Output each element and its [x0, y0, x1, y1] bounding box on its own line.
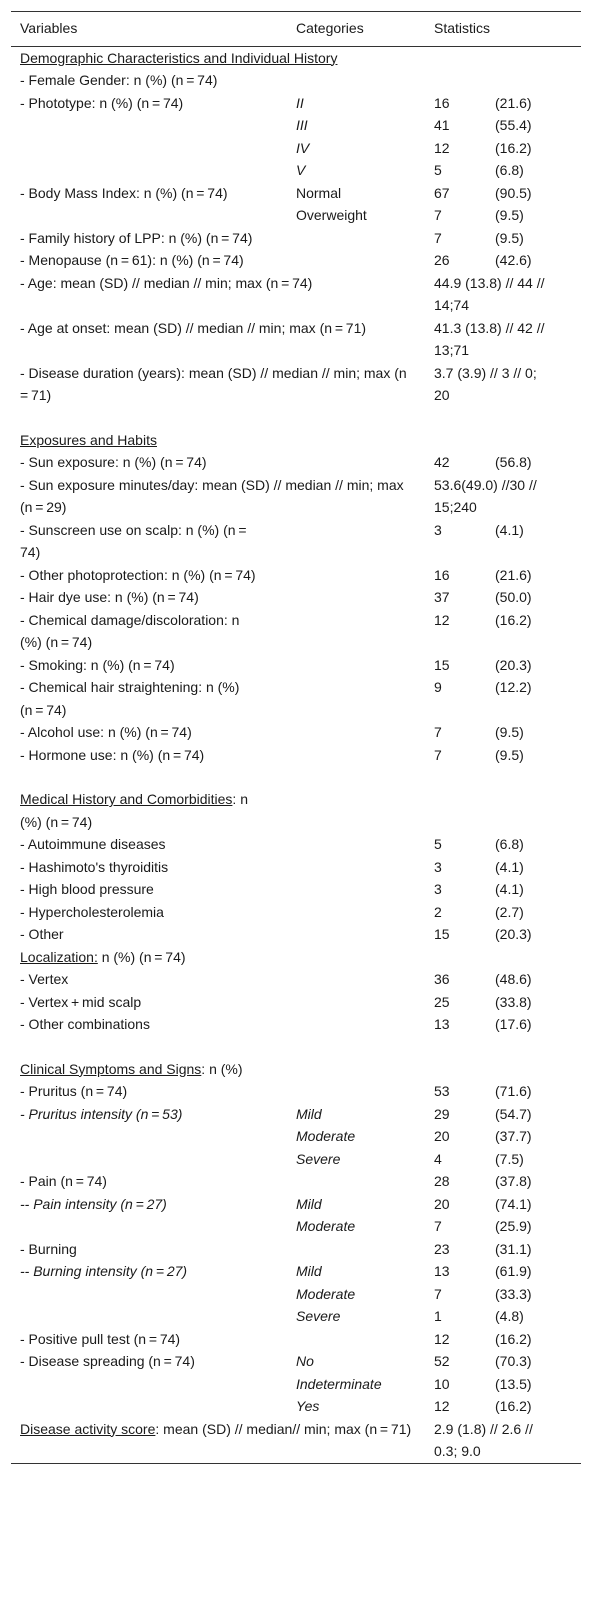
category-cell: Normal — [296, 184, 342, 201]
variable-cell: - Vertex + mid scalp — [20, 993, 142, 1010]
table-row — [11, 654, 581, 677]
table-row — [11, 1125, 581, 1148]
spacer-cell — [11, 407, 581, 429]
variable-cell: - Hormone use: n (%) (n = 74) — [20, 746, 205, 763]
percent-cell: (54.7) — [495, 1105, 532, 1122]
variable-cell — [11, 1395, 296, 1418]
count-cell: 7 — [434, 1285, 442, 1302]
variable-cell: - Chemical damage/discoloration: n (%) (n = 74) — [20, 611, 240, 650]
stat-summary: 53.6(49.0) //30 // 15;240 — [434, 476, 537, 515]
table-row — [11, 362, 581, 407]
variable-cell — [11, 1283, 296, 1306]
table-row — [11, 1013, 581, 1036]
category-cell — [296, 833, 434, 856]
count-cell: 26 — [434, 252, 450, 268]
percent-cell: (4.1) — [495, 881, 524, 897]
category-cell: Yes — [296, 1398, 320, 1414]
spacer-row — [11, 407, 581, 429]
variable-cell — [11, 114, 296, 137]
count-cell: 3 — [434, 521, 442, 538]
section-cell — [11, 46, 581, 69]
table-row — [11, 1238, 581, 1261]
count-cell: 67 — [434, 184, 450, 201]
count-cell: 52 — [434, 1353, 450, 1369]
spacer-row — [11, 766, 581, 788]
category-cell — [296, 1013, 434, 1036]
variable-cell — [11, 204, 296, 227]
variable-cell: - Pruritus (n = 74) — [20, 1083, 128, 1099]
empty-cell — [434, 1058, 495, 1081]
count-cell: 9 — [434, 679, 442, 695]
count-cell: 7 — [434, 724, 442, 740]
variable-cell: - Age at onset: mean (SD) // median // min; max (n = 71) — [20, 319, 367, 336]
spacer-cell — [11, 1036, 581, 1058]
percent-cell: (37.7) — [495, 1128, 532, 1144]
count-cell: 4 — [434, 1150, 442, 1167]
table-row — [11, 227, 581, 250]
table-row — [11, 1103, 581, 1126]
variable-cell: - Pruritus intensity (n = 53) — [20, 1105, 183, 1122]
table-row — [11, 676, 581, 721]
count-cell: 16 — [434, 94, 450, 111]
variable-cell: - Disease spreading (n = 74) — [20, 1353, 195, 1369]
percent-cell: (4.1) — [495, 521, 524, 538]
variable-cell: - Hair dye use: n (%) (n = 74) — [20, 589, 199, 605]
percent-cell: (55.4) — [495, 117, 532, 133]
percent-cell: (33.3) — [495, 1285, 532, 1302]
category-cell: Mild — [296, 1263, 322, 1279]
table-row — [11, 1283, 581, 1306]
variable-cell — [11, 159, 296, 182]
section-row — [11, 788, 581, 833]
table-body — [11, 46, 581, 1463]
percent-cell: (6.8) — [495, 162, 524, 178]
spacer-row — [11, 1036, 581, 1058]
percent-cell: (71.6) — [495, 1083, 532, 1099]
percent-cell: (9.5) — [495, 724, 524, 740]
count-cell: 20 — [434, 1128, 450, 1144]
category-cell — [296, 227, 434, 250]
variable-cell: -- Pain intensity (n = 27) — [20, 1195, 167, 1212]
percent-cell: (12.2) — [495, 679, 532, 695]
header-categories: Categories — [296, 12, 434, 47]
section-suffix: : n (%) — [201, 1060, 243, 1077]
percent-cell: (13.5) — [495, 1375, 532, 1392]
percent-cell: (6.8) — [495, 836, 524, 852]
count-cell: 5 — [434, 162, 442, 178]
count-cell: 16 — [434, 566, 450, 583]
table-row — [11, 92, 581, 115]
percent-cell: (16.2) — [495, 1398, 532, 1414]
section-row — [11, 1418, 581, 1464]
variable-cell: - Positive pull test (n = 74) — [20, 1330, 181, 1347]
percent-cell: (33.8) — [495, 993, 532, 1010]
count-cell: 5 — [434, 836, 442, 852]
category-cell — [296, 968, 434, 991]
category-cell: Overweight — [296, 207, 367, 223]
count-cell: 42 — [434, 454, 450, 470]
count-cell: 12 — [434, 1330, 450, 1347]
table-row — [11, 833, 581, 856]
count-cell: 1 — [434, 1308, 442, 1324]
percent-cell: (20.3) — [495, 656, 532, 673]
category-cell: Indeterminate — [296, 1375, 382, 1392]
category-cell: Moderate — [296, 1218, 356, 1234]
variable-cell: - Hypercholesterolemia — [20, 903, 164, 920]
count-cell: 20 — [434, 1195, 450, 1212]
variable-cell: - Vertex — [20, 971, 69, 987]
count-cell — [434, 69, 495, 92]
section-cell — [11, 788, 296, 833]
count-cell: 12 — [434, 611, 450, 628]
variable-cell: - Female Gender: n (%) (n = 74) — [20, 72, 218, 88]
variable-cell: - Hashimoto's thyroiditis — [20, 858, 169, 875]
empty-cell — [296, 788, 434, 833]
percent-cell: (90.5) — [495, 184, 532, 201]
section-suffix: : n (%) (n = 74) — [20, 791, 248, 830]
count-cell: 15 — [434, 926, 450, 942]
section-title: Exposures and Habits — [20, 431, 157, 448]
variable-cell — [11, 1305, 296, 1328]
category-cell: Mild — [296, 1195, 322, 1212]
count-cell: 36 — [434, 971, 450, 987]
percent-cell: (42.6) — [495, 252, 532, 268]
category-cell — [296, 1328, 434, 1351]
table-row — [11, 1080, 581, 1103]
table-row — [11, 137, 581, 160]
count-cell: 25 — [434, 993, 450, 1010]
percent-cell — [495, 69, 581, 92]
section-cell — [11, 946, 581, 969]
table-row — [11, 1328, 581, 1351]
section-cell — [11, 1418, 434, 1464]
percent-cell: (4.8) — [495, 1308, 524, 1324]
section-row — [11, 429, 581, 452]
category-cell — [296, 586, 434, 609]
table-row — [11, 1148, 581, 1171]
category-cell: Severe — [296, 1308, 341, 1324]
variable-cell: - Burning — [20, 1240, 77, 1257]
variable-cell: - Chemical hair straightening: n (%) (n = 74) — [20, 679, 240, 718]
section-suffix: n (%) (n = 74) — [97, 948, 186, 965]
percent-cell: (37.8) — [495, 1173, 532, 1189]
variable-cell: - Other photoprotection: n (%) (n = 74) — [20, 566, 256, 583]
count-cell: 3 — [434, 881, 442, 897]
table-row — [11, 1170, 581, 1193]
category-cell — [296, 744, 434, 767]
variable-cell: - High blood pressure — [20, 881, 154, 897]
variable-cell: - Other — [20, 926, 64, 942]
percent-cell: (74.1) — [495, 1195, 532, 1212]
empty-cell — [296, 1058, 434, 1081]
table-row — [11, 182, 581, 205]
variable-cell: - Sunscreen use on scalp: n (%) (n = 74) — [20, 521, 250, 560]
variable-cell: - Menopause (n = 61): n (%) (n = 74) — [20, 252, 244, 268]
section-title: Localization: — [20, 948, 98, 965]
variable-cell: - Sun exposure minutes/day: mean (SD) // median // min; max (n = 29) — [20, 476, 404, 515]
count-cell: 41 — [434, 117, 450, 133]
table-row — [11, 901, 581, 924]
count-cell: 3 — [434, 858, 442, 875]
category-cell: No — [296, 1353, 314, 1369]
percent-cell: (7.5) — [495, 1150, 524, 1167]
variable-cell — [11, 1373, 296, 1396]
variable-cell: - Autoimmune diseases — [20, 836, 166, 852]
category-cell: Moderate — [296, 1128, 356, 1144]
percent-cell: (50.0) — [495, 589, 532, 605]
variable-cell: - Age: mean (SD) // median // min; max (n = 74) — [20, 274, 313, 291]
table-row — [11, 159, 581, 182]
percent-cell: (21.6) — [495, 94, 532, 111]
section-title: Demographic Characteristics and Individual History — [20, 49, 338, 66]
stat-summary: 44.9 (13.8) // 44 // 14;74 — [434, 274, 545, 313]
count-cell: 12 — [434, 1398, 450, 1414]
percent-cell: (4.1) — [495, 858, 524, 875]
empty-cell — [495, 1058, 581, 1081]
section-suffix: : mean (SD) // median// min; max (n = 71) — [155, 1420, 412, 1437]
percent-cell: (16.2) — [495, 139, 532, 156]
table-row — [11, 1350, 581, 1373]
percent-cell: (31.1) — [495, 1240, 532, 1257]
percent-cell: (9.5) — [495, 207, 524, 223]
count-cell: 28 — [434, 1173, 450, 1189]
header-variables: Variables — [11, 12, 296, 47]
table-row — [11, 1260, 581, 1283]
table-row — [11, 451, 581, 474]
category-cell — [296, 1170, 434, 1193]
statistics-table — [11, 11, 581, 1464]
count-cell: 12 — [434, 139, 450, 156]
percent-cell: (16.2) — [495, 1330, 532, 1347]
category-cell — [296, 519, 434, 564]
header-row — [11, 12, 581, 47]
table-row — [11, 968, 581, 991]
percent-cell: (48.6) — [495, 971, 532, 987]
percent-cell: (25.9) — [495, 1218, 532, 1234]
percent-cell: (9.5) — [495, 746, 524, 763]
count-cell: 13 — [434, 1263, 450, 1279]
category-cell — [296, 721, 434, 744]
stat-summary: 3.7 (3.9) // 3 // 0; 20 — [434, 364, 537, 403]
percent-cell: (70.3) — [495, 1353, 532, 1369]
variable-cell: -- Burning intensity (n = 27) — [20, 1263, 188, 1279]
percent-cell: (17.6) — [495, 1016, 532, 1032]
table-row — [11, 609, 581, 654]
variable-cell — [11, 1125, 296, 1148]
count-cell: 53 — [434, 1083, 450, 1099]
table-row — [11, 878, 581, 901]
table-row — [11, 1215, 581, 1238]
variable-cell: - Disease duration (years): mean (SD) // median // min; max (n = 71) — [20, 364, 410, 403]
count-cell: 7 — [434, 229, 442, 246]
category-cell — [296, 654, 434, 677]
category-cell — [296, 923, 434, 946]
variable-cell: - Family history of LPP: n (%) (n = 74) — [20, 229, 253, 246]
variable-cell: - Other combinations — [20, 1016, 150, 1032]
table-row — [11, 586, 581, 609]
category-cell: V — [296, 162, 306, 178]
variable-cell: - Pain (n = 74) — [20, 1173, 107, 1189]
percent-cell: (61.9) — [495, 1263, 532, 1279]
category-cell: Moderate — [296, 1285, 356, 1302]
table-row — [11, 991, 581, 1014]
category-cell — [296, 564, 434, 587]
table-row — [11, 249, 581, 272]
count-cell: 29 — [434, 1105, 450, 1122]
percent-cell: (56.8) — [495, 454, 532, 470]
table-row — [11, 856, 581, 879]
category-cell — [296, 878, 434, 901]
empty-cell — [434, 788, 495, 833]
category-cell — [296, 901, 434, 924]
section-title: Disease activity score — [20, 1420, 156, 1437]
percent-cell: (16.2) — [495, 611, 532, 628]
stat-summary: 41.3 (13.8) // 42 // 13;71 — [434, 319, 545, 358]
category-cell — [296, 676, 434, 721]
count-cell: 10 — [434, 1375, 450, 1392]
table-row — [11, 272, 581, 317]
category-cell — [296, 609, 434, 654]
count-cell: 37 — [434, 589, 450, 605]
variable-cell: - Phototype: n (%) (n = 74) — [20, 94, 184, 111]
table-row — [11, 69, 581, 92]
table-row — [11, 1373, 581, 1396]
table-row — [11, 474, 581, 519]
percent-cell: (20.3) — [495, 926, 532, 942]
count-cell: 2 — [434, 903, 442, 920]
table-row — [11, 1305, 581, 1328]
category-cell: III — [296, 117, 308, 133]
header-statistics: Statistics — [434, 12, 581, 47]
count-cell: 7 — [434, 1218, 442, 1234]
percent-cell: (9.5) — [495, 229, 524, 246]
table-row — [11, 204, 581, 227]
table-row — [11, 923, 581, 946]
table-row — [11, 1193, 581, 1216]
section-row — [11, 46, 581, 69]
section-title: Medical History and Comorbidities — [20, 791, 233, 807]
count-cell: 15 — [434, 656, 450, 673]
section-row — [11, 1058, 581, 1081]
category-cell: Mild — [296, 1105, 322, 1122]
section-cell — [11, 429, 581, 452]
table-row — [11, 114, 581, 137]
table-row — [11, 1395, 581, 1418]
table-row — [11, 564, 581, 587]
category-cell — [296, 1238, 434, 1261]
category-cell — [296, 1080, 434, 1103]
category-cell — [296, 69, 434, 92]
count-cell: 7 — [434, 207, 442, 223]
variable-cell — [11, 1215, 296, 1238]
category-cell — [296, 451, 434, 474]
count-cell: 13 — [434, 1016, 450, 1032]
table-row — [11, 744, 581, 767]
section-title: Clinical Symptoms and Signs — [20, 1060, 202, 1077]
category-cell — [296, 991, 434, 1014]
variable-cell: - Alcohol use: n (%) (n = 74) — [20, 724, 192, 740]
table-container — [11, 11, 581, 1464]
variable-cell — [11, 137, 296, 160]
percent-cell: (21.6) — [495, 566, 532, 583]
variable-cell: - Body Mass Index: n (%) (n = 74) — [20, 184, 228, 201]
section-cell — [11, 1058, 296, 1081]
variable-cell — [11, 1148, 296, 1171]
count-cell: 7 — [434, 746, 442, 763]
variable-cell: - Smoking: n (%) (n = 74) — [20, 656, 175, 673]
table-row — [11, 317, 581, 362]
table-row — [11, 721, 581, 744]
percent-cell: (2.7) — [495, 903, 524, 920]
category-cell — [296, 249, 434, 272]
category-cell — [296, 856, 434, 879]
stat-summary: 2.9 (1.8) // 2.6 // 0.3; 9.0 — [434, 1418, 581, 1464]
count-cell: 23 — [434, 1240, 450, 1257]
empty-cell — [495, 788, 581, 833]
spacer-cell — [11, 766, 581, 788]
table-row — [11, 519, 581, 564]
section-row — [11, 946, 581, 969]
category-cell: IV — [296, 139, 310, 156]
category-cell: Severe — [296, 1150, 341, 1167]
category-cell: II — [296, 94, 304, 111]
variable-cell: - Sun exposure: n (%) (n = 74) — [20, 454, 207, 470]
